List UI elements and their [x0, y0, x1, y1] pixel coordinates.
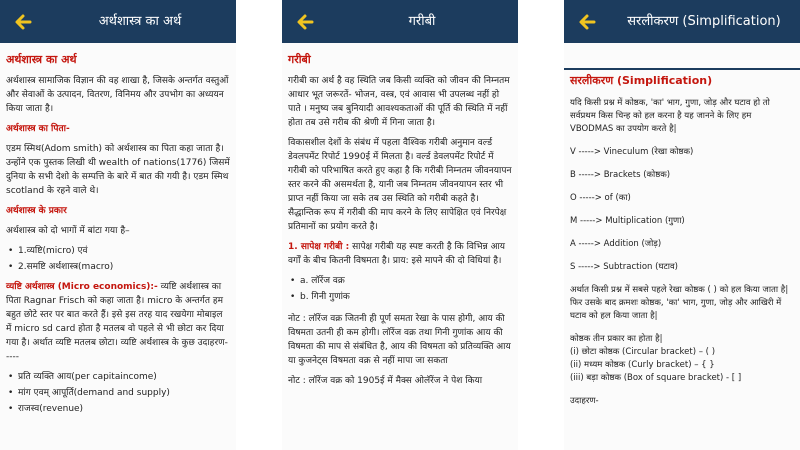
article-heading: गरीबी — [288, 53, 311, 66]
after-paragraph: अर्थात किसी प्रश्न में सबसे पहले रेखा कोष्ठक ( ) को हल किया जाता है| फिर उसके बाद क्रमशः कोष्ठक, 'का' भाग, गुणा, जोड़ और आखिरी में घटाव को हल किया जाता है| — [570, 285, 789, 321]
arrow-left-icon[interactable] — [296, 13, 314, 31]
screen-simplification — [564, 0, 800, 450]
note-paragraph-1: नोट : लॉरेंज वक्र जितनी ही पूर्ण समता रेखा के पास होगी, आय की विषमता उतनी ही कम होगी। लॉरेंज वक्र तथा गिनी गुणांक आय की विषमता की माप से संबंधित है, आय की विषमता को प्रतिव्यक्ति आय या कुजनेट्स विषमता वक्र से नहीं मापा जा सकता — [288, 314, 511, 366]
article-content — [0, 48, 236, 418]
rule-item: S -----> Subtraction (घटाव) — [570, 262, 678, 272]
poverty-paragraph-1: गरीबी का अर्थ है वह स्थिति जब किसी व्यक्ति को जीवन की निम्नतम आधार भूत जरूरतें- भोजन, वस्त्र, एवं आवास भी उपलब्ध नहीं हो पाते । मनुष्य जब बुनियादी आवश्यकताओं की पूर्ति की स्थिति में नहीं होता तब उसे गरीब की श्रेणी में गिना जाता है। — [288, 76, 510, 128]
micro-label: व्यष्टि अर्थशास्त्र (Micro economics):- — [6, 282, 158, 292]
rule-item: A -----> Addition (जोड़) — [570, 239, 662, 249]
list-item: • b. गिनी गुणांक — [288, 290, 512, 304]
rule-item: O -----> of (का) — [570, 193, 631, 203]
relative-text: सापेक्ष गरीबी यह स्पष्ट करती है कि विभिन्न आय वर्गों के बीच कितनी विषमता है। प्राय: इसे मापने की दो विधियां है। — [288, 242, 505, 266]
list-item: • 2.समष्टि अर्थशास्त्र(macro) — [6, 260, 230, 274]
micro-text: व्यष्टि अर्थशास्त्र का पिता Ragnar Frisch को कहा जाता है। micro के अन्तर्गत हम बहुत छोटे स्तर पर बात करते हैं। इसे इस तरह याद रखयेगा मोबाइल में micro sd card होता है मतलब वो पहले से भी छोटा कर दिया गया है। अर्थात व्यष्टि मतलब छोटा। व्यष्टि अर्थशास्त्र के कुछ उदाहरण----- — [6, 282, 228, 362]
article-heading: अर्थशास्त्र का अर्थ — [6, 53, 77, 66]
list-item: • 1.व्यष्टि(micro) एवं — [6, 244, 230, 258]
bracket-item: (ii) मध्यम कोष्ठक (Curly bracket) – { } — [570, 360, 715, 370]
intro-paragraph: यदि किसी प्रश्न में कोष्ठक, 'का' भाग, गुणा, जोड़ और घटाव हो तो सर्वप्रथम किस चिन्ह को हल करना है यह जानने के लिए हम VBODMAS का उपयोग करते है| — [570, 98, 770, 134]
bracket-intro: कोष्ठक तीन प्रकार का होता है| — [570, 334, 663, 344]
note-paragraph-2: नोट : लॉरेंज वक्र को 1905ई में मैक्स ओलॅरेंज ने पेश किया — [288, 376, 483, 386]
app-bar-title: अर्थशास्त्र का अर्थ — [98, 14, 182, 29]
article-content — [564, 70, 800, 408]
example-label: उदाहरण- — [570, 396, 599, 406]
bracket-item: (iii) बड़ा कोष्ठक (Box of square bracket) - [ ] — [570, 373, 742, 383]
divider — [564, 43, 800, 70]
poverty-paragraph-2: विकासशील देशों के संबंध में पहला वैश्विक गरीबी अनुमान वर्ल्ड डेवलपमेंट रिपोर्ट 1990ई में मिलता है। वर्ल्ड डेवलपमेंट रिपोर्ट में गरीबी को परिभाषित करते हुए कहा है कि गरीबी निम्नतम जीवनयापन स्तर करने की असमर्थता है, यानी जब निम्नतम जीवनयापन स्तर भी प्राप्त नहीं किया जा सके तब उस स्थिति को गरीबी कहते है। सैद्धान्तिक रूप में गरीबी की माप करने के लिए सापेक्षित एवं निरपेक्ष प्रतिमानों का प्रयोग करते है। — [288, 138, 512, 232]
list-item: • मांग एवम् आपूर्ति(demand and supply) — [6, 386, 230, 400]
intro-paragraph: अर्थशास्त्र सामाजिक विज्ञान की वह शाखा है, जिसके अन्तर्गत वस्तुओं और सेवाओं के उत्पादन, वितरण, विनिमय और उपभोग का अध्ययन किया जाता है। — [6, 76, 229, 114]
screen-poverty — [282, 0, 518, 450]
screen-economics-meaning — [0, 0, 236, 450]
list-item: • प्रति व्यक्ति आय(per capitaincome) — [6, 370, 230, 384]
relative-poverty-paragraph — [288, 240, 512, 268]
father-paragraph: एडम स्मिथ(Adom smith) को अर्थशास्त्र का पिता कहा जाता है। उन्होंने एक पुस्तक लिखी थी wealth of nations(1776) जिसमें दुनिया के सभी देशो के सम्पत्ति के बारे में बात की गयी है। एडम स्मिथ scotland के रहने वाले थे। — [6, 144, 230, 196]
list-item: • a. लॉरेंज वक्र — [288, 274, 512, 288]
app-bar — [0, 0, 236, 43]
rule-item: M -----> Multiplication (गुणा) — [570, 216, 685, 226]
article-heading: सरलीकरण (Simplification) — [570, 74, 713, 87]
arrow-left-icon[interactable] — [14, 13, 32, 31]
relative-label: 1. सापेक्ष गरीबी : — [288, 242, 350, 252]
article-content — [282, 48, 518, 394]
micro-paragraph — [6, 280, 230, 364]
app-bar-title: सरलीकरण (Simplification) — [627, 14, 781, 29]
app-bar — [282, 0, 518, 43]
types-heading: अर्थशास्त्र के प्रकार — [6, 206, 67, 216]
arrow-left-icon[interactable] — [578, 13, 596, 31]
app-bar-title: गरीबी — [408, 14, 436, 29]
types-intro: अर्थशास्त्र को दो भागों में बांटा गया है– — [6, 226, 130, 236]
bracket-item: (i) छोटा कोष्ठक (Circular bracket) – ( ) — [570, 347, 716, 357]
list-item: • राजस्व(revenue) — [6, 402, 230, 416]
father-heading: अर्थशास्त्र का पिता- — [6, 124, 70, 134]
rule-item: B -----> Brackets (कोष्ठक) — [570, 170, 671, 180]
rule-item: V -----> Vineculum (रेखा कोष्ठक) — [570, 147, 694, 157]
app-bar — [564, 0, 800, 43]
